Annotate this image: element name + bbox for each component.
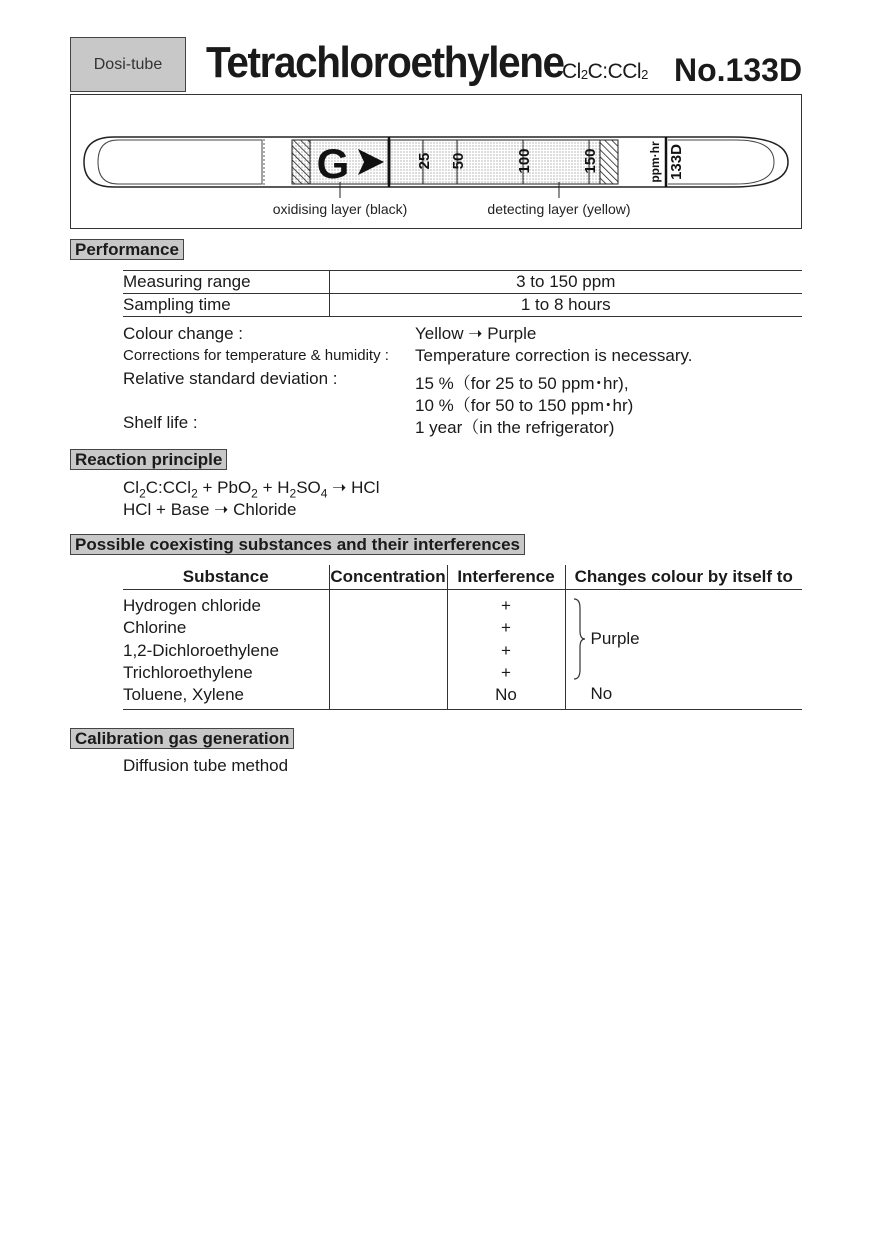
tube-code: 133D bbox=[668, 144, 685, 180]
calibration-heading: Calibration gas generation bbox=[70, 728, 294, 749]
changes-colour-column bbox=[565, 590, 802, 710]
colour-group-value: Purple bbox=[590, 629, 640, 648]
corrections-label: Corrections for temperature & humidity : bbox=[123, 347, 389, 364]
detecting-layer-label: detecting layer (yellow) bbox=[487, 201, 631, 217]
shelf-life-value: 1 year（in the refrigerator) bbox=[415, 418, 615, 437]
unit-label: ppm·hr bbox=[648, 141, 662, 183]
interference-table bbox=[123, 565, 802, 710]
performance-heading: Performance bbox=[70, 239, 184, 260]
substance-item: Trichloroethylene bbox=[123, 662, 253, 682]
shelf-life-label: Shelf life : bbox=[123, 413, 198, 432]
corrections-value: Temperature correction is necessary. bbox=[415, 346, 693, 365]
product-type-label: Dosi-tube bbox=[93, 55, 163, 73]
logo-g: G bbox=[316, 140, 350, 187]
scale-mark-150: 150 bbox=[582, 148, 599, 174]
compound-title: Tetrachloroethylene bbox=[206, 38, 564, 87]
scale-mark-25: 25 bbox=[416, 152, 433, 170]
concentration-column bbox=[329, 590, 447, 710]
chemical-formula: $Cl_2C:CCl_2$ bbox=[562, 60, 648, 83]
interference-heading: Possible coexisting substances and their interferences bbox=[70, 534, 525, 555]
column-header-interference: Interference bbox=[447, 565, 565, 590]
interference-value: + bbox=[501, 662, 511, 682]
sampling-time-value: 1 to 8 hours bbox=[329, 294, 802, 317]
column-header-substance: Substance bbox=[123, 565, 329, 590]
interference-value: + bbox=[501, 618, 511, 638]
rsd-value-2: 10 %（for 50 to 150 ppm･hr) bbox=[415, 396, 634, 415]
substance-item: Chlorine bbox=[123, 618, 187, 638]
tube-diagram bbox=[70, 94, 802, 229]
scale-mark-50: 50 bbox=[450, 152, 467, 170]
product-type-tag bbox=[70, 37, 186, 92]
product-number: No.133D bbox=[674, 52, 803, 88]
reaction-heading: Reaction principle bbox=[70, 449, 227, 470]
column-header-changes-colour: Changes colour by itself to bbox=[565, 565, 802, 590]
table-header-row bbox=[123, 565, 802, 590]
scale-mark-100: 100 bbox=[516, 148, 533, 174]
rsd-value-1: 15 %（for 25 to 50 ppm･hr), bbox=[415, 374, 629, 393]
performance-table bbox=[123, 270, 802, 317]
table-row bbox=[123, 590, 802, 710]
measuring-range-label: Measuring range bbox=[123, 271, 329, 294]
colour-last-value: No bbox=[590, 684, 613, 703]
table-row bbox=[123, 271, 802, 294]
table-row bbox=[123, 294, 802, 317]
interference-value: + bbox=[501, 596, 511, 615]
substance-item: Toluene, Xylene bbox=[123, 685, 244, 705]
colour-change-value: Yellow ➝ Purple bbox=[415, 324, 537, 343]
oxidising-layer-label: oxidising layer (black) bbox=[272, 201, 408, 217]
substance-item: 1,2-Dichloroethylene bbox=[123, 640, 279, 660]
colour-change-label: Colour change : bbox=[123, 324, 244, 343]
sampling-time-label: Sampling time bbox=[123, 294, 329, 317]
measuring-range-value: 3 to 150 ppm bbox=[329, 271, 802, 294]
interference-column bbox=[447, 590, 565, 710]
reaction-equation-1: $Cl_2C:CCl_2 + PbO_2 + H_2SO_4$ ➝ HCl bbox=[123, 478, 380, 501]
plug-right bbox=[600, 140, 618, 184]
substance-column bbox=[123, 590, 329, 710]
plug-left bbox=[292, 140, 310, 184]
rsd-label: Relative standard deviation : bbox=[123, 369, 338, 388]
interference-value: + bbox=[501, 640, 511, 660]
brace-icon bbox=[572, 598, 586, 680]
column-header-concentration: Concentration bbox=[329, 565, 447, 590]
reaction-equation-2: HCl + Base ➝ Chloride bbox=[123, 500, 297, 519]
interference-value: No bbox=[495, 685, 517, 705]
substance-item: Hydrogen chloride bbox=[123, 596, 261, 615]
calibration-method: Diffusion tube method bbox=[123, 756, 289, 775]
